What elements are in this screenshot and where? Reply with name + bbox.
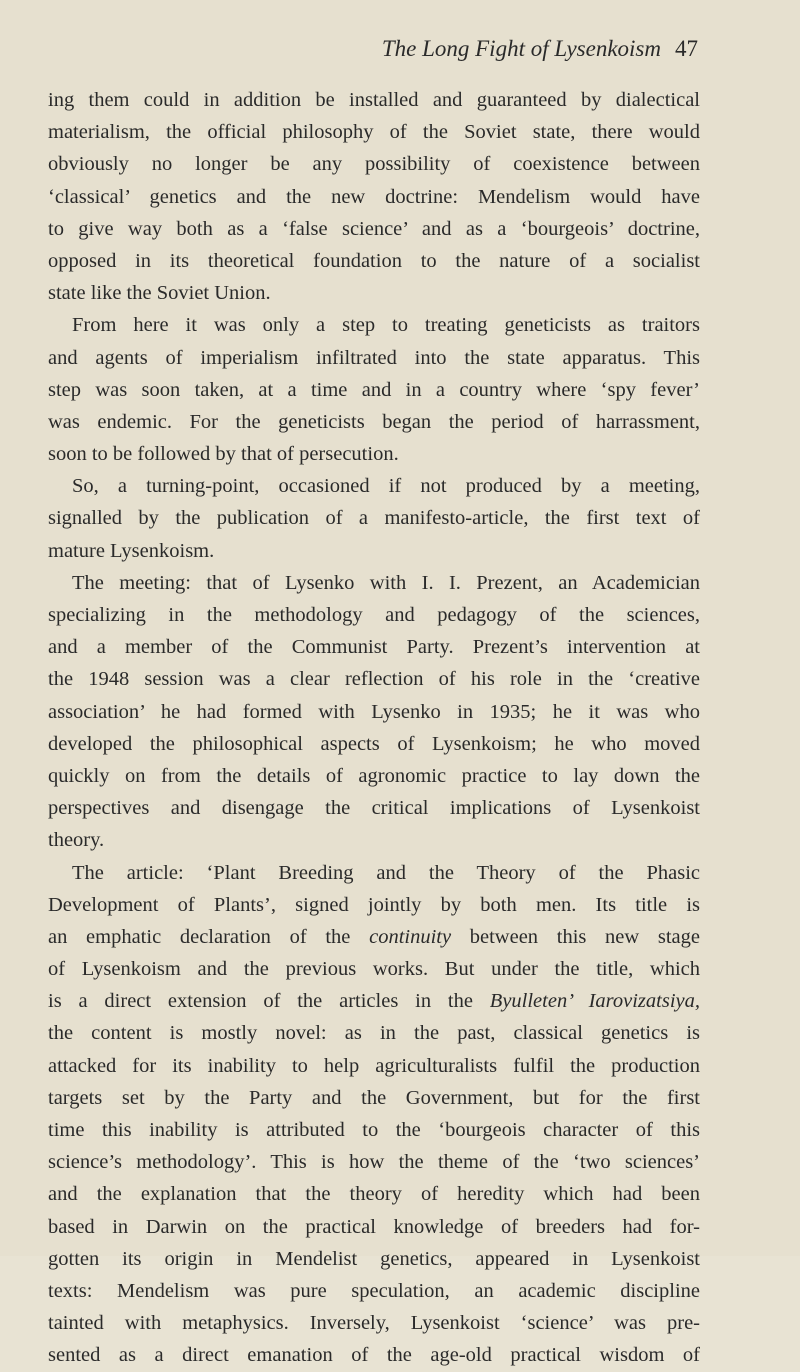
- text-line: specializing in the methodology and pedagogy of the sciences,: [48, 604, 700, 626]
- text-line: [48, 921, 700, 953]
- text-line: was endemic. For the geneticists began the period of harrassment,: [48, 410, 700, 433]
- text-segment: an emphatic declaration of the: [48, 925, 351, 948]
- text-line: materialism, the official philosophy of the Soviet state, there would: [48, 121, 700, 144]
- text-line: opposed in its theoretical foundation to the nature of a socialist: [48, 249, 700, 272]
- text-line: From here it was only a step to treating geneticists as traitors: [72, 314, 700, 337]
- text-line: step was soon taken, at a time and in a country where ‘spy fever’: [48, 378, 700, 401]
- text-line: developed the philosophical aspects of Lysenkoism; he who moved: [48, 732, 700, 755]
- text-line: and a member of the Communist Party. Prezent’s intervention at: [48, 636, 700, 659]
- text-line: Development of Plants’, signed jointly by both men. Its title is: [48, 893, 700, 916]
- text-line: time this inability is attributed to the ‘bourgeois character of this: [48, 1119, 700, 1141]
- text-line: and the explanation that the theory of heredity which had been: [48, 1183, 700, 1206]
- text-line: So, a turning-point, occasioned if not produced by a meeting,: [72, 475, 700, 498]
- text-line: [48, 985, 700, 1017]
- text-line: the 1948 session was a clear reflection of his role in the ‘creative: [48, 668, 700, 691]
- running-head: [382, 36, 698, 62]
- text-line: The meeting: that of Lysenko with I. I. Prezent, an Academician: [72, 571, 700, 594]
- body-text: [48, 84, 700, 1372]
- emphasis-text: continuity: [369, 925, 452, 948]
- text-line: based in Darwin on the practical knowledge of breeders had for-: [48, 1215, 700, 1238]
- text-line: attacked for its inability to help agriculturalists fulfil the production: [48, 1054, 700, 1077]
- chapter-title: The Long Fight of Lysenkoism: [381, 36, 661, 61]
- text-line: of Lysenkoism and the previous works. But under the title, which: [48, 958, 700, 981]
- text-line: and agents of imperialism infiltrated into the state apparatus. This: [48, 346, 700, 369]
- text-line: tainted with metaphysics. Inversely, Lysenkoist ‘science’ was pre-: [48, 1312, 700, 1335]
- text-line: theory.: [48, 829, 105, 852]
- text-line: targets set by the Party and the Government, but for the first: [48, 1086, 700, 1109]
- text-segment: between this new stage: [469, 925, 701, 948]
- text-line: to give way both as a ‘false science’ and as a ‘bourgeois’ doctrine,: [48, 217, 700, 240]
- page-number: 47: [675, 36, 698, 61]
- text-segment: is a direct extension of the articles in the: [48, 990, 473, 1013]
- text-line: perspectives and disengage the critical implications of Lysenkoist: [48, 797, 700, 820]
- text-line: gotten its origin in Mendelist genetics, appeared in Lysenkoist: [48, 1247, 700, 1270]
- text-line: association’ he had formed with Lysenko in 1935; he it was who: [48, 700, 700, 723]
- text-line: obviously no longer be any possibility of coexistence between: [48, 153, 700, 176]
- text-line: ‘classical’ genetics and the new doctrine: Mendelism would have: [48, 185, 700, 208]
- text-line: mature Lysenkoism.: [48, 539, 215, 562]
- text-line: ing them could in addition be installed and guaranteed by dialectical: [48, 89, 700, 111]
- text-line: The article: ‘Plant Breeding and the Theory of the Phasic: [72, 861, 700, 884]
- journal-title: Byulleten’ Iarovizatsiya,: [489, 990, 700, 1013]
- text-line: soon to be followed by that of persecution.: [48, 443, 399, 466]
- text-line: texts: Mendelism was pure speculation, an academic discipline: [48, 1279, 700, 1302]
- text-line: signalled by the publication of a manifesto-article, the first text of: [48, 507, 700, 530]
- text-line: the content is mostly novel: as in the past, classical genetics is: [48, 1022, 700, 1045]
- text-line: science’s methodology’. This is how the theme of the ‘two sciences’: [48, 1151, 700, 1174]
- text-line: state like the Soviet Union.: [48, 282, 271, 305]
- text-line: quickly on from the details of agronomic practice to lay down the: [48, 764, 700, 787]
- text-line: sented as a direct emanation of the age-old practical wisdom of: [48, 1344, 700, 1367]
